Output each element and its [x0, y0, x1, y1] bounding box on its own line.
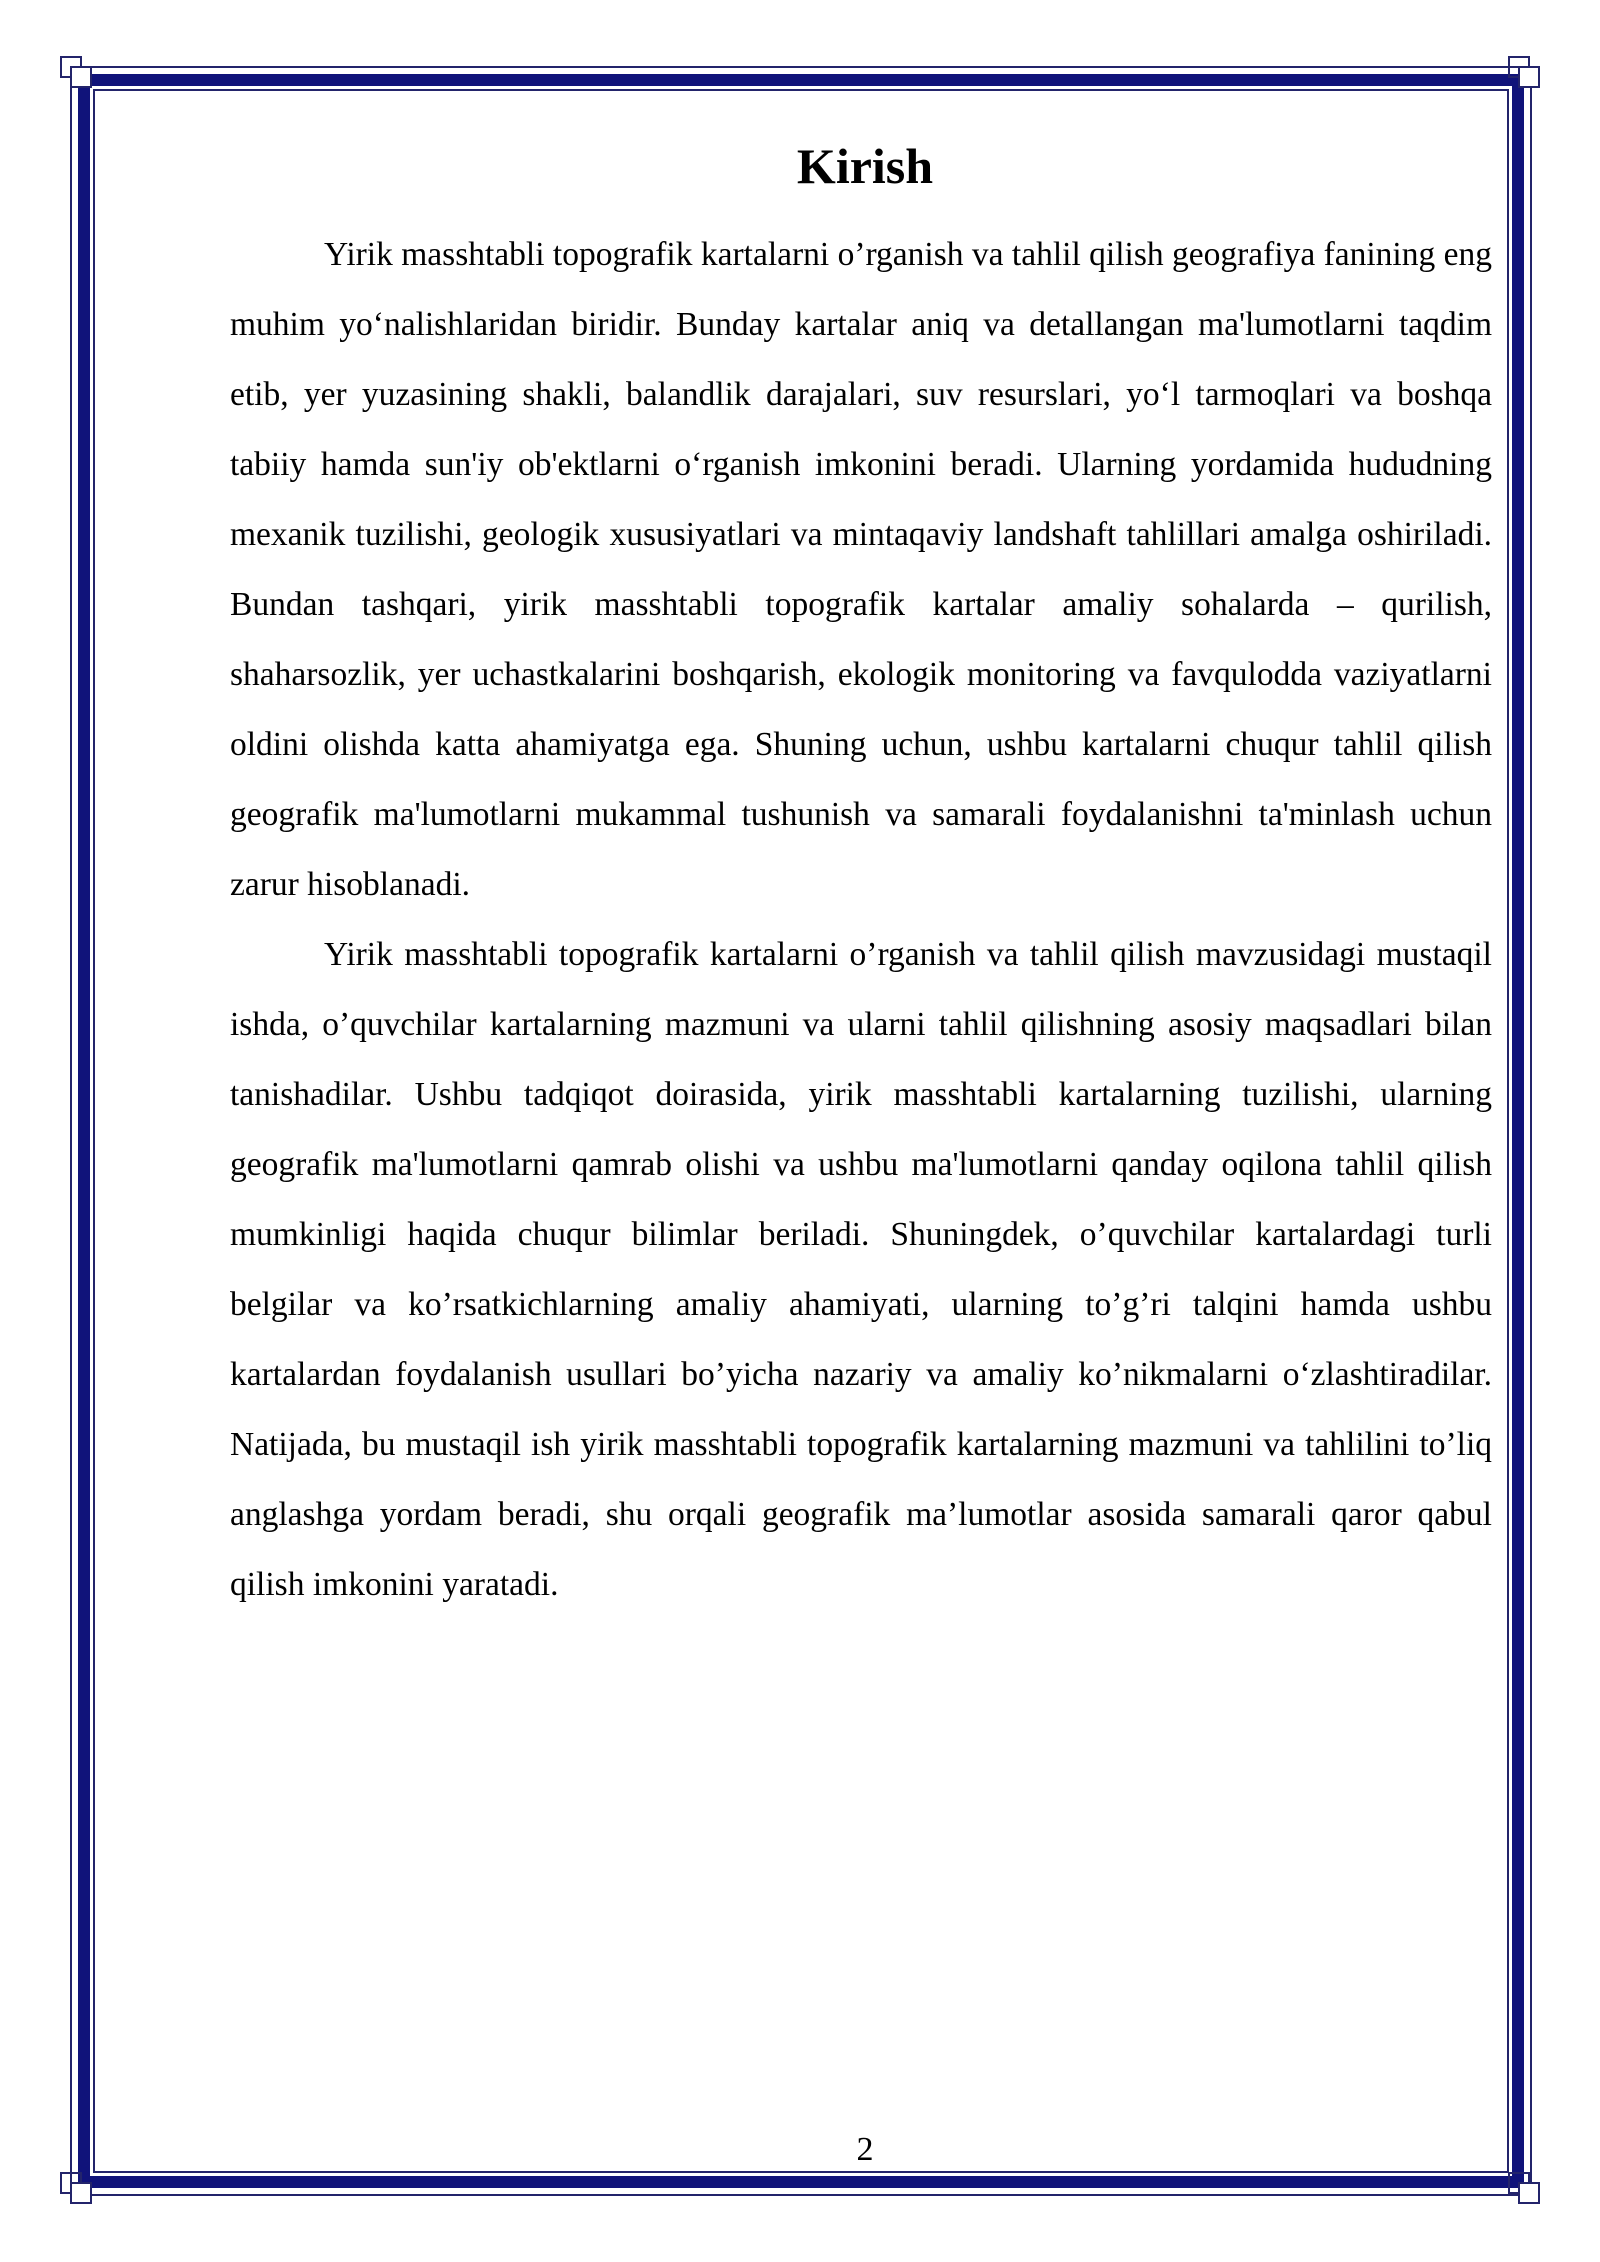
page-number: 2 [856, 2131, 874, 2168]
corner-ornament-bottom-left [60, 2172, 94, 2206]
corner-ornament-top-left [60, 56, 94, 90]
corner-ornament-bottom-right [1508, 2172, 1542, 2206]
body-text [230, 220, 1492, 1620]
paragraph-1: Yirik masshtabli topografik kartalarni o’rganish va tahlil qilish geografiya fanining eng muhim yo‘nalishlaridan biridir. Bunday kartalar aniq va detallangan ma'lumotlarni taqdim etib, yer yuzasining shakli, balandlik darajalari, suv resurslari, yo‘l tarmoqlari va boshqa tabiiy hamda sun'iy ob'ektlarni o‘rganish imkonini beradi. Ularning yordamida hududning mexanik tuzilishi, geologik xususiyatlari va mintaqaviy landshaft tahlillari amalga oshiriladi. Bundan tashqari, yirik masshtabli topografik kartalar amaliy sohalarda – qurilish, shaharsozlik, yer uchastkalarini boshqarish, ekologik monitoring va favqulodda vaziyatlarni oldini olishda katta ahamiyatga ega. Shuning uchun, ushbu kartalarni chuqur tahlil qilish geografik ma'lumotlarni mukammal tushunish va samarali foydalanishni ta'minlash uchun zarur hisoblanadi. [230, 236, 1492, 903]
corner-ornament-top-right [1508, 56, 1542, 90]
page-title: Kirish [796, 138, 934, 194]
paragraph-2: Yirik masshtabli topografik kartalarni o’rganish va tahlil qilish mavzusidagi mustaqil ishda, o’quvchilar kartalarning mazmuni va ularni tahlil qilishning asosiy maqsadlari bilan tanishadilar. Ushbu tadqiqot doirasida, yirik masshtabli kartalarning tuzilishi, ularning geografik ma'lumotlarni qamrab olishi va ushbu ma'lumotlarni qanday oqilona tahlil qilish mumkinligi haqida chuqur bilimlar beriladi. Shuningdek, o’quvchilar kartalardagi turli belgilar va ko’rsatkichlarning amaliy ahamiyati, ularning to’g’ri talqini hamda ushbu kartalardan foydalanish usullari bo’yicha nazariy va amaliy ko’nikmalarni o‘zlashtiradilar. Natijada, bu mustaqil ish yirik masshtabli topografik kartalarning mazmuni va tahlilini to’liq anglashga yordam beradi, shu orqali geografik ma’lumotlar asosida samarali qaror qabul qilish imkonini yaratadi. [230, 936, 1492, 1603]
